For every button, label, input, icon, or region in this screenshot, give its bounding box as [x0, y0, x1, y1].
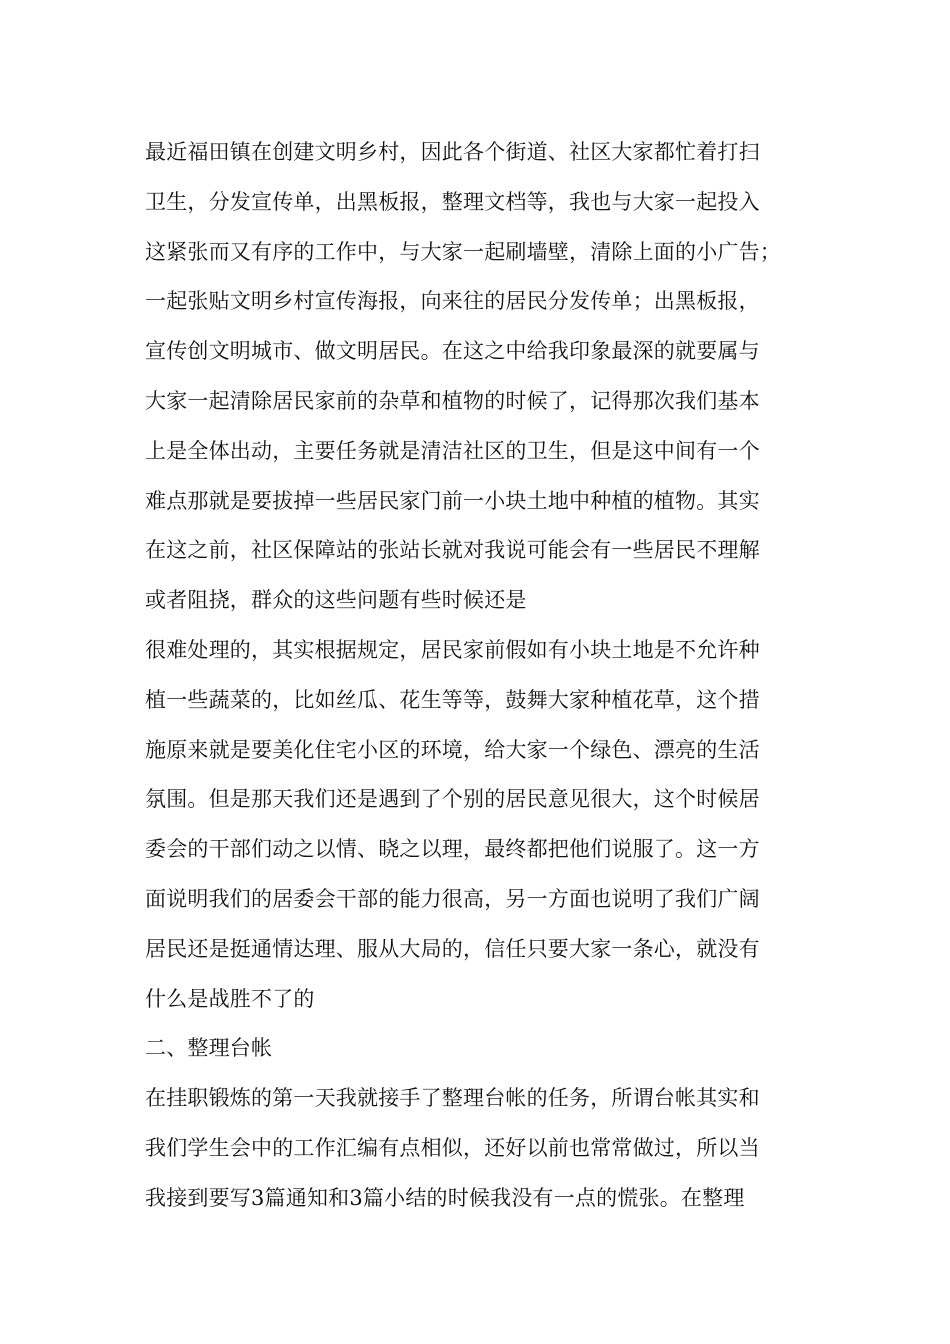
text-line: 面说明我们的居委会干部的能力很高，另一方面也说明了我们广阔 [145, 886, 760, 911]
text-line: 委会的干部们动之以情、晓之以理，最终都把他们说服了。这一方 [145, 837, 760, 862]
text-line: 一起张贴文明乡村宣传海报，向来往的居民分发传单；出黑板报， [145, 289, 760, 314]
text-line: 氛围。但是那天我们还是遇到了个别的居民意见很大，这个时候居 [145, 787, 760, 812]
text-line: 我们学生会中的工作汇编有点相似，还好以前也常常做过，所以当 [145, 1135, 760, 1160]
text-line: 最近福田镇在创建文明乡村，因此各个街道、社区大家都忙着打扫 [145, 140, 760, 164]
text-line: 施原来就是要美化住宅小区的环境，给大家一个绿色、漂亮的生活 [145, 737, 760, 762]
text-line: 我接到要写3篇通知和3篇小结的时候我没有一点的慌张。在整理 [145, 1185, 745, 1210]
text-line: 居民还是挺通情达理、服从大局的，信任只要大家一条心，就没有 [145, 936, 760, 961]
text-line: 上是全体出动，主要任务就是清洁社区的卫生，但是这中间有一个 [145, 438, 760, 463]
text-line: 或者阻挠，群众的这些问题有些时候还是 [145, 588, 527, 613]
body-text [145, 128, 835, 1224]
text-line: 宣传创文明城市、做文明居民。在这之中给我印象最深的就要属与 [145, 339, 760, 364]
text-line: 这紧张而又有序的工作中，与大家一起刷墙壁，清除上面的小广告； [145, 239, 781, 264]
text-line: 大家一起清除居民家前的杂草和植物的时候了，记得那次我们基本 [145, 388, 760, 413]
text-line: 难点那就是要拔掉一些居民家门前一小块土地中种植的植物。其实 [145, 488, 760, 513]
text-line: 在挂职锻炼的第一天我就接手了整理台帐的任务，所谓台帐其实和 [145, 1086, 760, 1111]
section-heading: 二、整理台帐 [145, 1036, 273, 1061]
text-line: 植一些蔬菜的，比如丝瓜、花生等等，鼓舞大家种植花草，这个措 [145, 687, 760, 712]
text-line: 什么是战胜不了的 [145, 986, 315, 1011]
text-line: 很难处理的，其实根据规定，居民家前假如有小块土地是不允许种 [145, 637, 760, 662]
text-line: 卫生，分发宣传单，出黑板报，整理文档等，我也与大家一起投入 [145, 189, 760, 214]
text-line: 在这之前，社区保障站的张站长就对我说可能会有一些居民不理解 [145, 538, 760, 563]
